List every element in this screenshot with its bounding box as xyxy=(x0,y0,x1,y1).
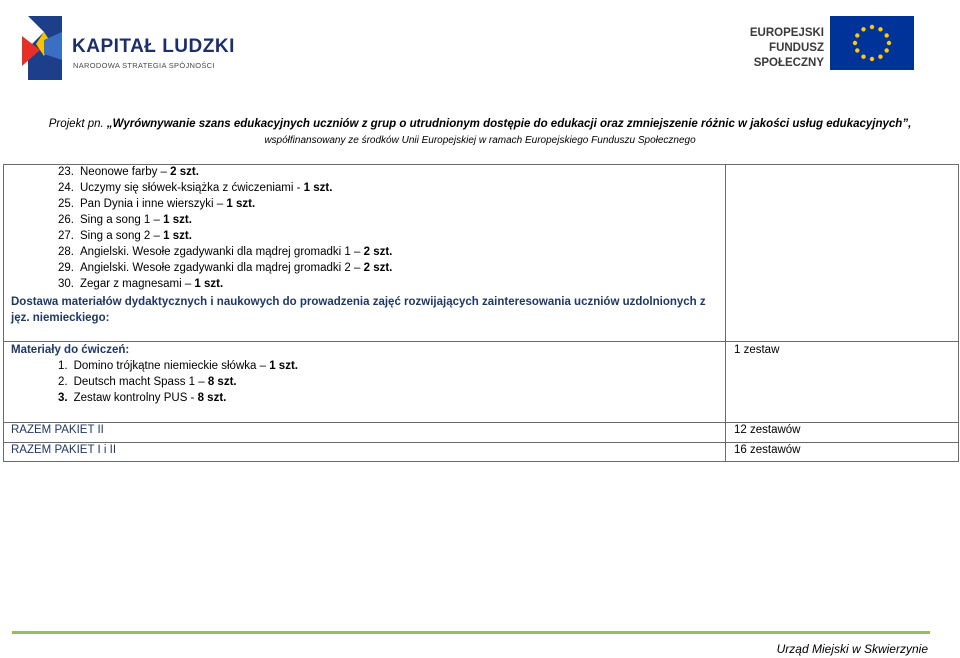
efs-logo xyxy=(706,16,916,72)
list-item: 24. Uczymy się słówek-książka z ćwiczeniami - 1 szt. xyxy=(58,182,333,194)
efs-line2: FUNDUSZ SPOŁECZNY xyxy=(753,42,824,69)
table-border-bottom xyxy=(3,461,959,462)
footer-divider xyxy=(12,631,930,634)
cofinancing-line: współfinansowany ze środków Unii Europejskiej w ramach Europejskiego Funduszu Społecznego xyxy=(264,135,696,146)
eu-flag-icon xyxy=(830,16,914,70)
kapital-ludzki-logo xyxy=(22,14,235,86)
list-item: 23. Neonowe farby – 2 szt. xyxy=(58,166,199,178)
total-all-value: 16 zestawów xyxy=(734,444,801,456)
section-heading: Dostawa materiałów dydaktycznych i naukowych do prowadzenia zajęć rozwijających zainteresowania uczniów uzdolnionych z jęz. niemieckiego: xyxy=(11,296,706,324)
footer-text: Urząd Miejski w Skwierzynie xyxy=(776,642,928,656)
table-border-right xyxy=(958,164,959,462)
kapital-ludzki-subtitle: NARODOWA STRATEGIA SPÓJNOŚCI xyxy=(73,61,215,70)
kapital-ludzki-emblem-icon xyxy=(22,14,64,82)
project-prefix: Projekt pn. xyxy=(48,118,104,130)
total-pakiet-ii-label: RAZEM PAKIET II xyxy=(11,424,104,436)
efs-line1: EUROPEJSKI xyxy=(749,27,824,39)
materials-amount: 1 zestaw xyxy=(734,344,780,356)
list-item: 2. Deutsch macht Spass 1 – 8 szt. xyxy=(58,376,237,388)
table-border-top xyxy=(3,164,959,165)
list-item: 1. Domino trójkątne niemieckie słówka – 1 szt. xyxy=(58,360,298,372)
table-border-left xyxy=(3,164,4,462)
list-item: 26. Sing a song 1 – 1 szt. xyxy=(58,214,192,226)
table-row-divider-2 xyxy=(3,422,959,423)
efs-text xyxy=(706,26,824,71)
table-row-divider-1 xyxy=(3,341,959,342)
list-item: 3. Zestaw kontrolny PUS - 8 szt. xyxy=(58,392,227,404)
table-row-divider-3 xyxy=(3,442,959,443)
table-column-divider xyxy=(725,164,726,462)
list-item: 29. Angielski. Wesołe zgadywanki dla mądrej gromadki 2 – 2 szt. xyxy=(58,262,393,274)
materials-table xyxy=(3,164,959,462)
materials-label: Materiały do ćwiczeń: xyxy=(11,344,130,356)
list-item: 27. Sing a song 2 – 1 szt. xyxy=(58,230,192,242)
project-title: „Wyrównywanie szans edukacyjnych uczniów z grup o utrudnionym dostępie do edukacji oraz zmniejszenie różnic w jakości usług edukacyjnych”, xyxy=(106,118,912,130)
project-title-line xyxy=(0,118,960,130)
list-item: 28. Angielski. Wesołe zgadywanki dla mądrej gromadki 1 – 2 szt. xyxy=(58,246,393,258)
list-item: 30. Zegar z magnesami – 1 szt. xyxy=(58,278,224,290)
total-pakiet-ii-value: 12 zestawów xyxy=(734,424,801,436)
total-all-label: RAZEM PAKIET I i II xyxy=(11,444,117,456)
list-item: 25. Pan Dynia i inne wierszyki – 1 szt. xyxy=(58,198,256,210)
kapital-ludzki-title: KAPITAŁ LUDZKI xyxy=(72,36,235,57)
